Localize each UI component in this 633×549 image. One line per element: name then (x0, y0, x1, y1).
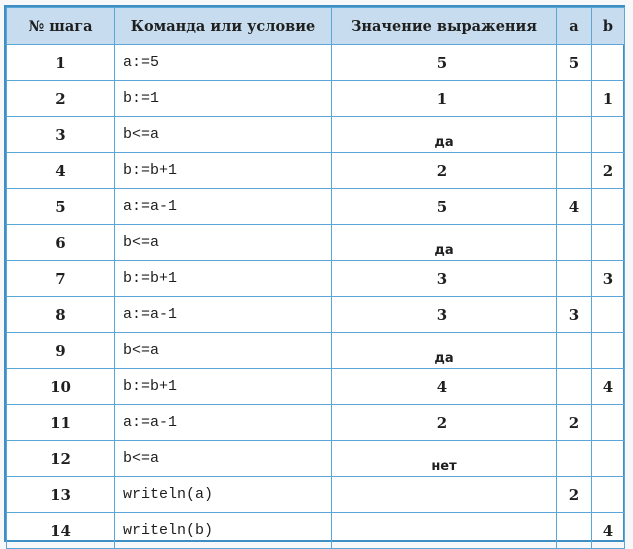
b-value-cell (592, 333, 625, 369)
table-row (7, 225, 625, 261)
b-value-cell: 4 (592, 513, 625, 549)
command-cell: b:=b+1 (115, 153, 332, 189)
command-cell: b:=b+1 (115, 369, 332, 405)
step-number: 9 (7, 333, 115, 369)
table-row (7, 405, 625, 441)
table-row (7, 153, 625, 189)
command-cell: writeln(a) (115, 477, 332, 513)
b-value-cell (592, 117, 625, 153)
value-text: 1 (436, 89, 448, 108)
b-value-cell (592, 441, 625, 477)
step-number: 3 (7, 117, 115, 153)
a-value-cell (557, 369, 592, 405)
value-text: 2 (436, 161, 448, 180)
header-a: a (557, 8, 592, 45)
command-cell: b:=1 (115, 81, 332, 117)
value-cell (332, 153, 557, 189)
b-value-cell: 3 (592, 261, 625, 297)
step-number: 12 (7, 441, 115, 477)
b-value-cell: 2 (592, 153, 625, 189)
value-cell (332, 441, 557, 477)
b-value-cell (592, 189, 625, 225)
b-value-cell: 4 (592, 369, 625, 405)
value-cell (332, 117, 557, 153)
value-text: да (434, 351, 454, 366)
b-value-cell: 1 (592, 81, 625, 117)
a-value-cell (557, 153, 592, 189)
command-cell: a:=a-1 (115, 189, 332, 225)
a-value-cell (557, 117, 592, 153)
value-cell (332, 297, 557, 333)
header-command: Команда или условие (115, 8, 332, 45)
table-row (7, 45, 625, 81)
value-text: нет (431, 459, 457, 474)
step-number: 14 (7, 513, 115, 549)
value-text: 5 (436, 197, 448, 216)
a-value-cell: 2 (557, 477, 592, 513)
table-row (7, 261, 625, 297)
value-text: 3 (436, 269, 448, 288)
a-value-cell (557, 441, 592, 477)
step-number: 11 (7, 405, 115, 441)
header-value: Значение выражения (332, 8, 557, 45)
step-number: 5 (7, 189, 115, 225)
command-cell: b:=b+1 (115, 261, 332, 297)
table-row (7, 477, 625, 513)
step-number: 2 (7, 81, 115, 117)
value-text: 2 (436, 413, 448, 432)
command-cell: b<=a (115, 117, 332, 153)
command-cell: b<=a (115, 333, 332, 369)
value-cell (332, 477, 557, 513)
a-value-cell: 3 (557, 297, 592, 333)
header-step: № шага (7, 8, 115, 45)
value-cell (332, 369, 557, 405)
command-cell: writeln(b) (115, 513, 332, 549)
step-number: 1 (7, 45, 115, 81)
value-text: 3 (436, 305, 448, 324)
value-text: 5 (436, 53, 448, 72)
b-value-cell (592, 405, 625, 441)
a-value-cell: 4 (557, 189, 592, 225)
command-cell: a:=a-1 (115, 297, 332, 333)
a-value-cell (557, 225, 592, 261)
value-text: 4 (436, 377, 448, 396)
table-row (7, 297, 625, 333)
table-row (7, 333, 625, 369)
command-cell: a:=5 (115, 45, 332, 81)
table-row (7, 81, 625, 117)
value-cell (332, 81, 557, 117)
b-value-cell (592, 225, 625, 261)
b-value-cell (592, 45, 625, 81)
table-row (7, 513, 625, 549)
header-b: b (592, 8, 625, 45)
trace-table (6, 7, 625, 549)
command-cell: b<=a (115, 225, 332, 261)
value-text: да (434, 243, 454, 258)
a-value-cell: 5 (557, 45, 592, 81)
step-number: 13 (7, 477, 115, 513)
value-cell (332, 261, 557, 297)
command-cell: b<=a (115, 441, 332, 477)
b-value-cell (592, 477, 625, 513)
step-number: 7 (7, 261, 115, 297)
value-cell (332, 405, 557, 441)
table-body (7, 45, 625, 549)
a-value-cell (557, 513, 592, 549)
header-row (7, 8, 625, 45)
value-cell (332, 45, 557, 81)
value-text: да (434, 135, 454, 150)
a-value-cell (557, 81, 592, 117)
value-cell (332, 513, 557, 549)
value-cell (332, 333, 557, 369)
a-value-cell: 2 (557, 405, 592, 441)
step-number: 10 (7, 369, 115, 405)
value-cell (332, 189, 557, 225)
table-row (7, 189, 625, 225)
table-row (7, 369, 625, 405)
step-number: 4 (7, 153, 115, 189)
value-cell (332, 225, 557, 261)
table-row (7, 441, 625, 477)
b-value-cell (592, 297, 625, 333)
trace-table-frame (4, 5, 625, 542)
command-cell: a:=a-1 (115, 405, 332, 441)
step-number: 6 (7, 225, 115, 261)
a-value-cell (557, 333, 592, 369)
table-row (7, 117, 625, 153)
a-value-cell (557, 261, 592, 297)
step-number: 8 (7, 297, 115, 333)
